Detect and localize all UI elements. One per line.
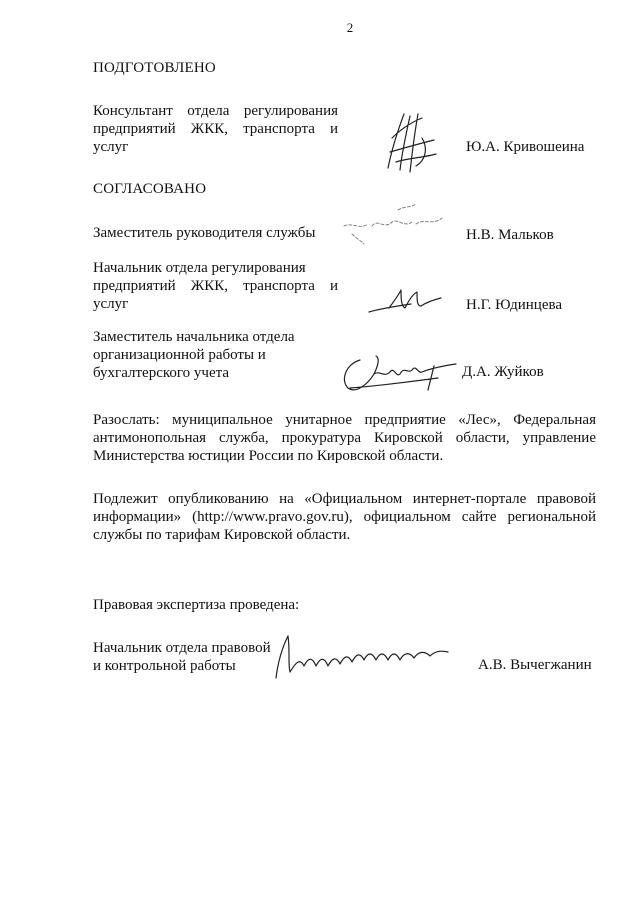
signature-malkov — [338, 200, 456, 250]
agreed-position-2-line: предприятий ЖКК, транспорта и — [93, 278, 338, 294]
signature-krivosheina — [382, 108, 442, 176]
legal-position-line: Начальник отдела правовой — [93, 640, 271, 656]
agreed-position-1: Заместитель руководителя службы — [93, 225, 316, 241]
prepared-position — [93, 102, 338, 156]
agreed-position-3-line: Заместитель начальника отдела — [93, 329, 295, 345]
publication-line: службы по тарифам Кировской области. — [93, 527, 351, 543]
prepared-position-line: предприятий ЖКК, транспорта и — [93, 121, 338, 137]
agreed-name-3: Д.А. Жуйков — [462, 364, 544, 380]
distribution-block — [93, 411, 596, 465]
prepared-position-line: услуг — [93, 139, 129, 155]
publication-line: информации» (http://www.pravo.gov.ru), официальном сайте региональной — [93, 509, 596, 525]
legal-name: А.В. Вычегжанин — [478, 657, 592, 673]
legal-position — [93, 639, 271, 675]
distribution-line: антимонопольная служба, прокуратура Кировской области, управление — [93, 430, 596, 446]
signature-zhuykov — [338, 350, 462, 396]
agreed-heading: СОГЛАСОВАНО — [93, 181, 207, 197]
distribution-line: Министерства юстиции России по Кировской области. — [93, 448, 444, 464]
page-number: 2 — [346, 20, 354, 35]
agreed-name-2: Н.Г. Юдинцева — [466, 297, 563, 313]
agreed-position-2 — [93, 259, 338, 313]
agreed-position-3-line: организационной работы и — [93, 347, 266, 363]
publication-block — [93, 490, 596, 544]
signature-yudintseva — [365, 286, 447, 318]
legal-heading: Правовая экспертиза проведена: — [93, 597, 300, 613]
prepared-position-line: Консультант отдела регулирования — [93, 103, 338, 119]
signature-vychegzhanin — [268, 632, 464, 682]
agreed-position-3 — [93, 328, 338, 382]
agreed-position-3-line: бухгалтерского учета — [93, 365, 230, 381]
distribution-line: Разослать: муниципальное унитарное предприятие «Лес», Федеральная — [93, 412, 596, 428]
agreed-position-2-line: услуг — [93, 296, 129, 312]
prepared-heading: ПОДГОТОВЛЕНО — [93, 60, 216, 76]
publication-line: Подлежит опубликованию на «Официальном интернет-портале правовой — [93, 491, 596, 507]
legal-position-line: и контрольной работы — [93, 658, 236, 674]
agreed-name-1: Н.В. Мальков — [466, 227, 554, 243]
agreed-position-2-line: Начальник отдела регулирования — [93, 260, 306, 276]
prepared-name: Ю.А. Кривошеина — [466, 139, 585, 155]
